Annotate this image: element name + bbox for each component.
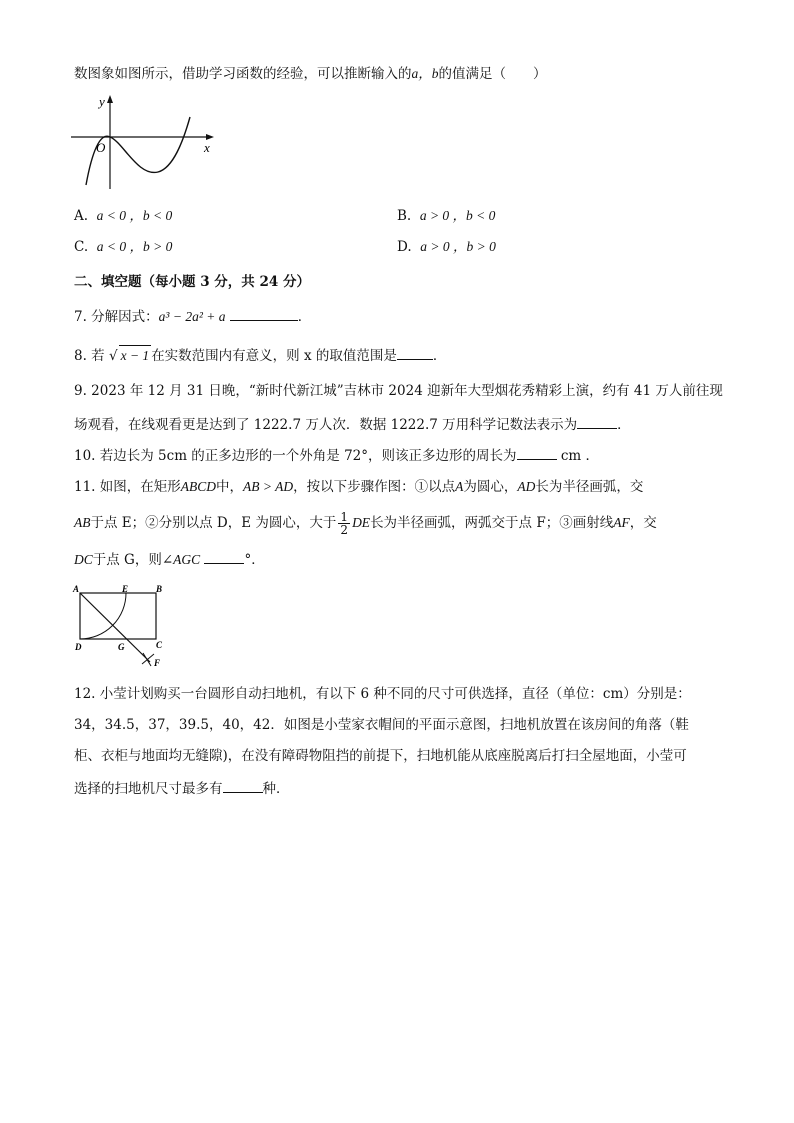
point-b: B <box>156 584 163 594</box>
q12-line2: 34，34.5，37，39.5，40，42．如图是小莹家衣帽间的平面示意图，扫地机放置在该房间的角落（鞋 <box>74 717 689 733</box>
q7: 7. 分解因式：a³ − 2a² + a ． <box>74 306 311 327</box>
sqrt-symbol: √ <box>108 348 118 364</box>
origin-label: O <box>96 140 106 155</box>
q8-answer-blank[interactable] <box>397 345 433 360</box>
q11-line1: 11. 如图，在矩形ABCD中，AB > AD，按以下步骤作图：①以点A为圆心，AD长为半径画弧，交 <box>74 479 644 495</box>
q6-option-a[interactable]: A. a < 0 ，b < 0 <box>74 208 173 224</box>
q9-line2: 场观看，在线观看更是达到了 1222.7 万人次．数据 1222.7 万用科学记数法表示为 ． <box>74 414 631 435</box>
point-c: C <box>156 640 163 650</box>
point-e: E <box>122 584 129 594</box>
q10: 10. 若边长为 5cm 的正多边形的一个外角是 72°，则该正多边形的周长为 cm ． <box>74 445 599 466</box>
section-title: 二、填空题（每小题 3 分，共 24 分） <box>74 274 310 290</box>
q6-option-d[interactable]: D. a > 0 ，b > 0 <box>397 239 496 255</box>
q11-line2: AB于点 E；②分别以点 D，E 为圆心，大于 $\frac{1}{2}$ DE长为半径画弧，两弧交于点 F；③画射线AF，交 <box>74 510 657 537</box>
q6-option-c[interactable]: C. a < 0 ，b > 0 <box>74 239 173 255</box>
q9-line1: 9. 2023 年 12 月 31 日晚，“新时代新江城”吉林市 2024 迎新年大型烟花秀精彩上演，约有 41 万人前往现 <box>74 383 723 399</box>
q6-stem: 数图象如图所示，借助学习函数的经验，可以推断输入的a，b的值满足（ ） <box>74 66 547 82</box>
x-axis-label: x <box>204 140 210 155</box>
point-d: D <box>75 642 82 652</box>
q12-answer-blank[interactable] <box>223 778 263 793</box>
point-g: G <box>118 642 125 652</box>
q9-answer-blank[interactable] <box>577 414 617 429</box>
q12-line3: 柜、衣柜与地面均无缝隙)，在没有障碍物阻挡的前提下，扫地机能从底座脱离后打扫全屋地面，小莹可 <box>74 748 687 764</box>
point-f: F <box>154 658 161 668</box>
q7-answer-blank[interactable] <box>230 306 298 321</box>
one-half-fraction: $\frac{1}{2}$ <box>340 510 349 537</box>
q11-rectangle-figure <box>72 584 172 670</box>
q8: 8. 若 √ x − 1 在实数范围内有意义，则 x 的取值范围是 ． <box>74 345 446 366</box>
q12-line1: 12. 小莹计划购买一台圆形自动扫地机，有以下 6 种不同的尺寸可供选择，直径（单位：cm）分别是： <box>74 686 691 702</box>
q11-line3: DC于点 G，则∠AGC °． <box>74 549 265 570</box>
q10-answer-blank[interactable] <box>517 445 557 460</box>
q6-option-b[interactable]: B. a > 0 ，b < 0 <box>397 208 496 224</box>
q11-answer-blank[interactable] <box>204 549 244 564</box>
q12-line4: 选择的扫地机尺寸最多有 种． <box>74 778 290 799</box>
q6-function-graph <box>68 92 218 192</box>
point-a: A <box>73 584 80 594</box>
y-axis-label: y <box>99 94 105 109</box>
